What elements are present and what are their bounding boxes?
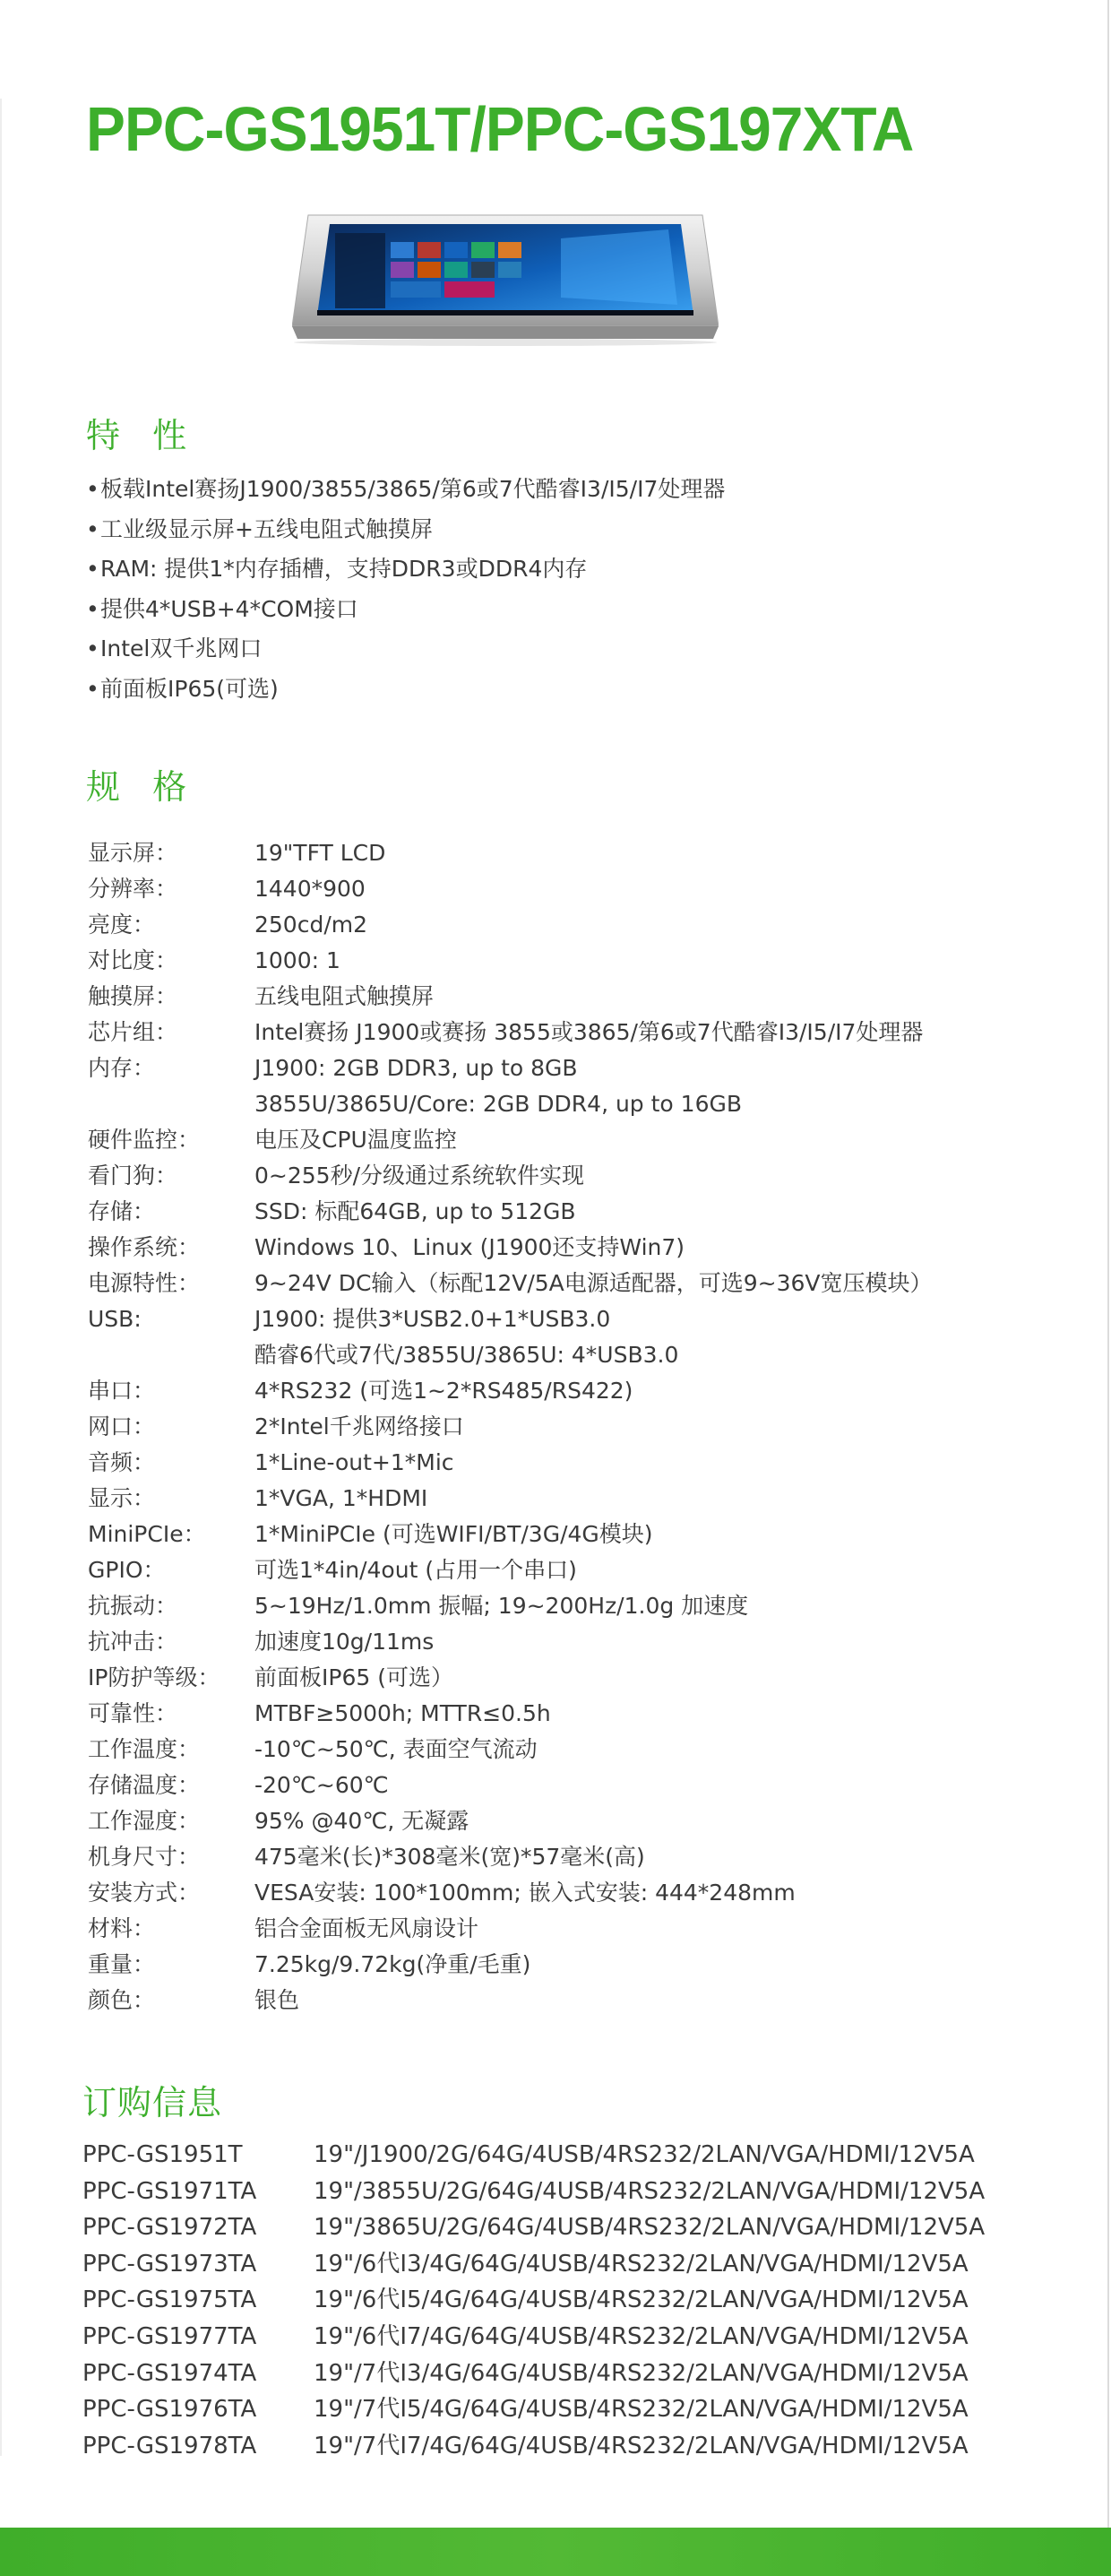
- order-model: PPC-GS1974TA: [82, 2359, 257, 2387]
- spec-row: [88, 1158, 933, 1194]
- spec-row: [88, 1875, 933, 1911]
- spec-value-line: 五线电阻式触摸屏: [254, 983, 435, 1009]
- order-config: 19"/7代I5/4G/64G/4USB/4RS232/2LAN/VGA/HDMI/12V5A: [314, 2396, 969, 2424]
- spec-value: [254, 1696, 551, 1732]
- spec-label: 存储温度：: [88, 1772, 201, 1798]
- spec-row: [88, 907, 933, 943]
- spec-value: [254, 1373, 633, 1409]
- spec-label: 音频：: [88, 1449, 156, 1475]
- feature-item: •板载Intel赛扬J1900/3855/3865/第6或7代酷睿I3/I5/I7处理器: [86, 476, 726, 502]
- spec-value-line: MTBF≥5000h; MTTR≤0.5h: [254, 1700, 551, 1726]
- spec-label: 内存：: [88, 1055, 156, 1081]
- spec-label: MiniPCIe：: [88, 1521, 206, 1547]
- spec-label: 工作温度：: [88, 1736, 201, 1762]
- spec-row: [88, 1445, 933, 1481]
- spec-value-line: J1900: 提供3*USB2.0+1*USB3.0: [254, 1306, 611, 1332]
- ordering-table: [82, 2137, 985, 2464]
- order-row: [82, 2246, 985, 2283]
- order-model: PPC-GS1951T: [82, 2141, 243, 2168]
- spec-value-line: 铝合金面板无风扇设计: [254, 1915, 479, 1941]
- spec-row: [88, 1122, 933, 1158]
- order-config: 19"/6代I5/4G/64G/4USB/4RS232/2LAN/VGA/HDMI/12V5A: [314, 2286, 969, 2314]
- spec-value-line: 4*RS232 (可选1~2*RS485/RS422): [254, 1378, 633, 1404]
- spec-row: [88, 1839, 933, 1875]
- spec-value-line: 1440*900: [254, 876, 366, 902]
- ordering-heading: 订购信息: [82, 2083, 223, 2122]
- order-row: [82, 2428, 985, 2465]
- spec-row: [88, 871, 933, 907]
- spec-value: [254, 907, 367, 943]
- panel-pc-image: [292, 212, 719, 346]
- spec-value-line: 1*MiniPCIe (可选WIFI/BT/3G/4G模块): [254, 1521, 653, 1547]
- spec-row: [88, 1732, 933, 1768]
- spec-row: [88, 1409, 933, 1445]
- spec-value: [254, 1983, 299, 2018]
- feature-item: •RAM: 提供1*内存插槽，支持DDR3或DDR4内存: [86, 556, 588, 582]
- spec-value: [254, 1230, 685, 1266]
- spec-value-line: 电压及CPU温度监控: [254, 1127, 457, 1153]
- spec-value: [254, 1839, 645, 1875]
- spec-value-line: 1000: 1: [254, 947, 340, 973]
- spec-row: [88, 1373, 933, 1409]
- spec-value-line: 酷睿6代或7代/3855U/3865U: 4*USB3.0: [254, 1342, 679, 1368]
- spec-row: [88, 1624, 933, 1660]
- spec-value-line: 2*Intel千兆网络接口: [254, 1413, 464, 1439]
- spec-row: [88, 1301, 933, 1373]
- spec-label: GPIO：: [88, 1557, 166, 1583]
- spec-label: 芯片组：: [88, 1019, 178, 1045]
- spec-label: 材料：: [88, 1915, 156, 1941]
- spec-value-line: Windows 10、Linux (J1900还支持Win7): [254, 1234, 685, 1260]
- spec-value: [254, 871, 366, 907]
- spec-label: 重量：: [88, 1951, 156, 1977]
- spec-value: [254, 1768, 389, 1803]
- order-model: PPC-GS1971TA: [82, 2177, 257, 2205]
- spec-row: [88, 1660, 933, 1696]
- spec-label: 抗振动：: [88, 1593, 178, 1619]
- spec-row: [88, 943, 933, 979]
- spec-row: [88, 979, 933, 1015]
- spec-value-line: 250cd/m2: [254, 912, 368, 938]
- spec-label: 分辨率：: [88, 876, 178, 902]
- spec-value-line: 3855U/3865U/Core: 2GB DDR4, up to 16GB: [254, 1091, 743, 1117]
- spec-value-line: Intel赛扬 J1900或赛扬 3855或3865/第6或7代酷睿I3/I5/I7处理器: [254, 1019, 924, 1045]
- order-model: PPC-GS1977TA: [82, 2322, 257, 2350]
- order-config: 19"/3855U/2G/64G/4USB/4RS232/2LAN/VGA/HDMI/12V5A: [314, 2177, 986, 2205]
- spec-label: 串口：: [88, 1378, 156, 1404]
- spec-value-line: 0~255秒/分级通过系统软件实现: [254, 1163, 584, 1189]
- spec-label: 抗冲击：: [88, 1629, 178, 1655]
- order-config: 19"/7代I3/4G/64G/4USB/4RS232/2LAN/VGA/HDMI/12V5A: [314, 2359, 969, 2387]
- right-edge-rule: [1107, 0, 1109, 2576]
- order-row: [82, 2209, 985, 2246]
- spec-value-line: J1900: 2GB DDR3, up to 8GB: [254, 1055, 578, 1081]
- spec-value: [254, 1803, 469, 1839]
- spec-label: 对比度：: [88, 947, 178, 973]
- spec-label: 亮度：: [88, 912, 156, 938]
- product-title: PPC-GS1951T/PPC-GS197XTA: [86, 94, 914, 164]
- order-model: PPC-GS1972TA: [82, 2214, 257, 2242]
- spec-value-line: 加速度10g/11ms: [254, 1629, 435, 1655]
- spec-label: 操作系统：: [88, 1234, 201, 1260]
- spec-value: [254, 1947, 530, 1983]
- spec-row: [88, 1517, 933, 1552]
- spec-value-line: 1*Line-out+1*Mic: [254, 1449, 454, 1475]
- spec-value-line: -10℃~50℃, 表面空气流动: [254, 1736, 538, 1762]
- spec-value-line: 5~19Hz/1.0mm 振幅; 19~200Hz/1.0g 加速度: [254, 1593, 749, 1619]
- spec-label: 工作湿度：: [88, 1808, 201, 1834]
- order-model: PPC-GS1978TA: [82, 2432, 257, 2459]
- spec-row: [88, 1481, 933, 1517]
- spec-value: [254, 1481, 427, 1517]
- spec-value-line: 19"TFT LCD: [254, 840, 386, 866]
- spec-row: [88, 1911, 933, 1947]
- order-config: 19"/3865U/2G/64G/4USB/4RS232/2LAN/VGA/HDMI/12V5A: [314, 2214, 986, 2242]
- spec-row: [88, 1266, 933, 1301]
- spec-value: [254, 1301, 678, 1373]
- spec-label: IP防护等级：: [88, 1664, 220, 1690]
- order-row: [82, 2356, 985, 2392]
- spec-value: [254, 1552, 577, 1588]
- features-list: [86, 470, 725, 709]
- spec-row: [88, 1768, 933, 1803]
- spec-row: [88, 1983, 933, 2018]
- feature-item: •前面板IP65(可选): [86, 675, 279, 702]
- spec-value: [254, 1660, 453, 1696]
- spec-label: 显示屏：: [88, 840, 178, 866]
- spec-value-line: 475毫米(长)*308毫米(宽)*57毫米(高): [254, 1844, 645, 1870]
- spec-value: [254, 1050, 742, 1122]
- spec-value-line: 95% @40℃, 无凝露: [254, 1808, 469, 1834]
- spec-value: [254, 1911, 478, 1947]
- order-row: [82, 2319, 985, 2356]
- order-row: [82, 2174, 985, 2210]
- spec-row: [88, 1015, 933, 1050]
- feature-item: •提供4*USB+4*COM接口: [86, 595, 358, 622]
- spec-value: [254, 1445, 454, 1481]
- order-config: 19"/J1900/2G/64G/4USB/4RS232/2LAN/VGA/HDMI/12V5A: [314, 2141, 975, 2168]
- spec-row: [88, 1803, 933, 1839]
- order-model: PPC-GS1973TA: [82, 2250, 257, 2278]
- spec-value: [254, 1624, 434, 1660]
- spec-value-line: SSD: 标配64GB, up to 512GB: [254, 1198, 576, 1224]
- spec-value: [254, 1409, 464, 1445]
- order-model: PPC-GS1975TA: [82, 2286, 257, 2314]
- spec-value-line: VESA安装: 100*100mm; 嵌入式安装: 444*248mm: [254, 1880, 796, 1906]
- order-row: [82, 2391, 985, 2428]
- spec-label: 硬件监控：: [88, 1127, 201, 1153]
- spec-row: [88, 1050, 933, 1122]
- spec-value: [254, 1732, 538, 1768]
- spec-row: [88, 1696, 933, 1732]
- spec-value-line: 9~24V DC输入（标配12V/5A电源适配器，可选9~36V宽压模块）: [254, 1270, 933, 1296]
- spec-value: [254, 1266, 933, 1301]
- order-model: PPC-GS1976TA: [82, 2396, 257, 2424]
- spec-value: [254, 1517, 653, 1552]
- spec-label: 看门狗：: [88, 1163, 178, 1189]
- spec-label: USB:: [88, 1306, 142, 1332]
- spec-row: [88, 1947, 933, 1983]
- spec-value-line: -20℃~60℃: [254, 1772, 389, 1798]
- spec-label: 安装方式：: [88, 1880, 201, 1906]
- spec-value-line: 前面板IP65 (可选）: [254, 1664, 453, 1690]
- feature-item: •Intel双千兆网口: [86, 635, 263, 661]
- footer-bar: [0, 2528, 1111, 2576]
- spec-label: 触摸屏：: [88, 983, 178, 1009]
- spec-value: [254, 1158, 584, 1194]
- specs-heading: 规 格: [86, 767, 198, 807]
- spec-value: [254, 979, 434, 1015]
- spec-label: 显示：: [88, 1485, 156, 1511]
- order-config: 19"/6代I3/4G/64G/4USB/4RS232/2LAN/VGA/HDMI/12V5A: [314, 2250, 969, 2278]
- spec-row: [88, 1194, 933, 1230]
- spec-value: [254, 1015, 923, 1050]
- spec-value-line: 1*VGA, 1*HDMI: [254, 1485, 428, 1511]
- spec-row: [88, 835, 933, 871]
- order-config: 19"/6代I7/4G/64G/4USB/4RS232/2LAN/VGA/HDMI/12V5A: [314, 2322, 969, 2350]
- features-heading: 特 性: [86, 416, 198, 455]
- order-row: [82, 2282, 985, 2319]
- spec-label: 网口：: [88, 1413, 156, 1439]
- spec-label: 机身尺寸：: [88, 1844, 201, 1870]
- spec-value: [254, 835, 385, 871]
- spec-value: [254, 943, 340, 979]
- spec-label: 可靠性：: [88, 1700, 178, 1726]
- spec-label: 电源特性：: [88, 1270, 201, 1296]
- spec-row: [88, 1588, 933, 1624]
- spec-value: [254, 1875, 796, 1911]
- left-edge-rule: [0, 99, 2, 2456]
- spec-value-line: 7.25kg/9.72kg(净重/毛重): [254, 1951, 531, 1977]
- spec-value-line: 银色: [254, 1987, 300, 2013]
- specs-table: [88, 835, 933, 2018]
- order-config: 19"/7代I7/4G/64G/4USB/4RS232/2LAN/VGA/HDMI/12V5A: [314, 2432, 969, 2459]
- spec-value: [254, 1588, 748, 1624]
- spec-value: [254, 1122, 457, 1158]
- spec-label: 存储：: [88, 1198, 156, 1224]
- spec-value-line: 可选1*4in/4out (占用一个串口): [254, 1557, 577, 1583]
- order-row: [82, 2137, 985, 2174]
- spec-label: 颜色：: [88, 1987, 156, 2013]
- spec-row: [88, 1552, 933, 1588]
- feature-item: •工业级显示屏+五线电阻式触摸屏: [86, 515, 433, 542]
- spec-row: [88, 1230, 933, 1266]
- spec-value: [254, 1194, 576, 1230]
